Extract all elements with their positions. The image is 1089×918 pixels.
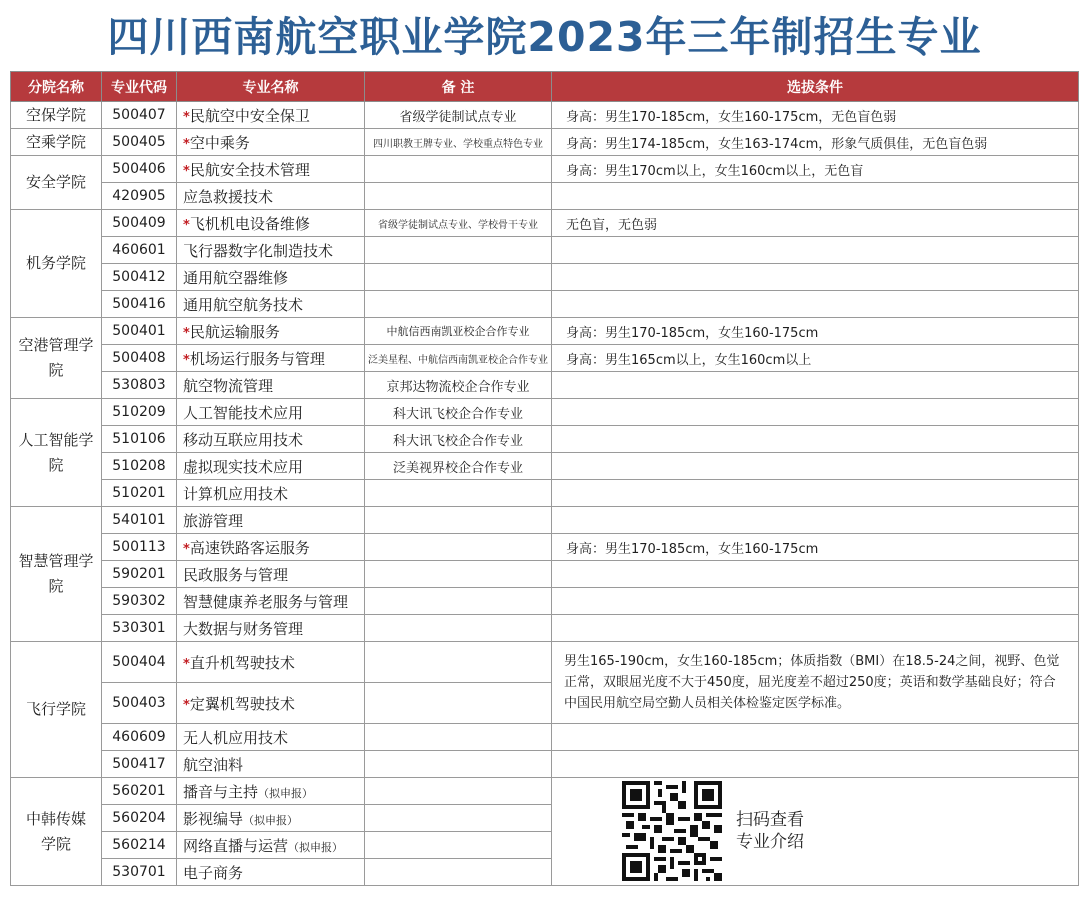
major-name: 飞行器数字化制造技术 bbox=[177, 237, 365, 264]
major-code: 500405 bbox=[102, 129, 177, 156]
table-row bbox=[11, 102, 1079, 129]
major-code: 560201 bbox=[102, 778, 177, 805]
major-name: *机场运行服务与管理 bbox=[177, 345, 365, 372]
major-table bbox=[10, 71, 1079, 886]
major-code: 510208 bbox=[102, 453, 177, 480]
major-code: 500401 bbox=[102, 318, 177, 345]
major-name: *飞机机电设备维修 bbox=[177, 210, 365, 237]
major-note bbox=[365, 832, 552, 859]
major-note bbox=[365, 751, 552, 778]
major-name: 影视编导（拟申报） bbox=[177, 805, 365, 832]
major-name: *民航空中安全保卫 bbox=[177, 102, 365, 129]
table-row bbox=[11, 507, 1079, 534]
major-condition bbox=[552, 588, 1079, 615]
major-condition bbox=[552, 291, 1079, 318]
qr-caption-line2: 专业介绍 bbox=[736, 832, 804, 852]
table-header bbox=[11, 72, 1079, 102]
table-row bbox=[11, 291, 1079, 318]
major-code: 500409 bbox=[102, 210, 177, 237]
major-code: 500406 bbox=[102, 156, 177, 183]
major-name: 网络直播与运营（拟申报） bbox=[177, 832, 365, 859]
major-code: 530803 bbox=[102, 372, 177, 399]
major-condition bbox=[552, 183, 1079, 210]
qr-caption bbox=[736, 809, 804, 853]
major-name: 人工智能技术应用 bbox=[177, 399, 365, 426]
table-row bbox=[11, 345, 1079, 372]
table-row bbox=[11, 642, 1079, 683]
major-note: 泛美视界校企合作专业 bbox=[365, 453, 552, 480]
major-note bbox=[365, 237, 552, 264]
major-name: 智慧健康养老服务与管理 bbox=[177, 588, 365, 615]
major-note bbox=[365, 291, 552, 318]
major-condition bbox=[552, 372, 1079, 399]
major-name: 虚拟现实技术应用 bbox=[177, 453, 365, 480]
table-row bbox=[11, 561, 1079, 588]
featured-star: * bbox=[183, 697, 190, 713]
major-name: *定翼机驾驶技术 bbox=[177, 683, 365, 724]
pending-tag: （拟申报） bbox=[258, 786, 314, 800]
major-condition bbox=[552, 237, 1079, 264]
featured-star: * bbox=[183, 109, 190, 125]
major-code: 530301 bbox=[102, 615, 177, 642]
major-note bbox=[365, 724, 552, 751]
major-code: 500404 bbox=[102, 642, 177, 683]
table-row bbox=[11, 453, 1079, 480]
major-condition: 身高：男生165cm以上，女生160cm以上 bbox=[552, 345, 1079, 372]
major-note bbox=[365, 480, 552, 507]
major-code: 540101 bbox=[102, 507, 177, 534]
college-cell: 安全学院 bbox=[11, 156, 102, 210]
major-note: 四川职教王牌专业、学校重点特色专业 bbox=[365, 129, 552, 156]
featured-star: * bbox=[183, 217, 190, 233]
major-condition: 身高：男生170-185cm，女生160-175cm bbox=[552, 534, 1079, 561]
college-cell: 智慧管理学院 bbox=[11, 507, 102, 642]
header-name: 专业名称 bbox=[177, 72, 365, 102]
major-name: 航空油料 bbox=[177, 751, 365, 778]
major-code: 590201 bbox=[102, 561, 177, 588]
major-note: 省级学徒制试点专业、学校骨干专业 bbox=[365, 210, 552, 237]
college-cell: 人工智能学院 bbox=[11, 399, 102, 507]
featured-star: * bbox=[183, 325, 190, 341]
major-condition: 身高：男生170-185cm，女生160-175cm，无色盲色弱 bbox=[552, 102, 1079, 129]
major-code: 560214 bbox=[102, 832, 177, 859]
table-row bbox=[11, 426, 1079, 453]
major-condition bbox=[552, 751, 1079, 778]
featured-star: * bbox=[183, 656, 190, 672]
qr-code-icon[interactable] bbox=[622, 781, 722, 881]
major-note bbox=[365, 859, 552, 886]
major-condition bbox=[552, 480, 1079, 507]
major-condition bbox=[552, 453, 1079, 480]
college-cell: 空乘学院 bbox=[11, 129, 102, 156]
table-row bbox=[11, 778, 1079, 805]
header-note: 备 注 bbox=[365, 72, 552, 102]
major-code: 500417 bbox=[102, 751, 177, 778]
major-condition: 身高：男生170cm以上，女生160cm以上，无色盲 bbox=[552, 156, 1079, 183]
major-note bbox=[365, 561, 552, 588]
table-row bbox=[11, 318, 1079, 345]
table-row bbox=[11, 480, 1079, 507]
major-name: 无人机应用技术 bbox=[177, 724, 365, 751]
major-code: 500408 bbox=[102, 345, 177, 372]
table-row bbox=[11, 615, 1079, 642]
major-note: 京邦达物流校企合作专业 bbox=[365, 372, 552, 399]
table-row bbox=[11, 183, 1079, 210]
major-name: 应急救援技术 bbox=[177, 183, 365, 210]
major-name: *民航安全技术管理 bbox=[177, 156, 365, 183]
major-note bbox=[365, 156, 552, 183]
major-code: 500403 bbox=[102, 683, 177, 724]
table-row bbox=[11, 156, 1079, 183]
major-name: 民政服务与管理 bbox=[177, 561, 365, 588]
header-condition: 选拔条件 bbox=[552, 72, 1079, 102]
major-name: 航空物流管理 bbox=[177, 372, 365, 399]
major-note bbox=[365, 778, 552, 805]
college-cell: 空港管理学院 bbox=[11, 318, 102, 399]
major-name: 大数据与财务管理 bbox=[177, 615, 365, 642]
major-name: 移动互联应用技术 bbox=[177, 426, 365, 453]
table-row bbox=[11, 372, 1079, 399]
major-name: 通用航空航务技术 bbox=[177, 291, 365, 318]
major-note bbox=[365, 588, 552, 615]
major-note bbox=[365, 507, 552, 534]
qr-block bbox=[622, 781, 804, 881]
qr-section bbox=[552, 778, 1079, 886]
major-note bbox=[365, 683, 552, 724]
page-title: 四川西南航空职业学院2023年三年制招生专业 bbox=[107, 12, 982, 61]
major-name: 播音与主持（拟申报） bbox=[177, 778, 365, 805]
major-name: 电子商务 bbox=[177, 859, 365, 886]
major-code: 460609 bbox=[102, 724, 177, 751]
table-row bbox=[11, 210, 1079, 237]
pilot-condition: 男生165-190cm，女生160-185cm；体质指数（BMI）在18.5-24之间，视野、色觉正常，双眼屈光度不大于450度，屈光度差不超过250度；英语和数学基础良好；符合中国民用航空局空勤人员相关体检鉴定医学标准。 bbox=[552, 642, 1079, 724]
pending-tag: （拟申报） bbox=[288, 840, 344, 854]
major-condition: 身高：男生174-185cm，女生163-174cm，形象气质俱佳，无色盲色弱 bbox=[552, 129, 1079, 156]
major-code: 460601 bbox=[102, 237, 177, 264]
major-code: 510209 bbox=[102, 399, 177, 426]
major-code: 500113 bbox=[102, 534, 177, 561]
featured-star: * bbox=[183, 541, 190, 557]
college-cell: 飞行学院 bbox=[11, 642, 102, 778]
major-code: 590302 bbox=[102, 588, 177, 615]
major-note: 中航信西南凯亚校企合作专业 bbox=[365, 318, 552, 345]
major-note bbox=[365, 642, 552, 683]
major-name: 通用航空器维修 bbox=[177, 264, 365, 291]
major-code: 420905 bbox=[102, 183, 177, 210]
header-code: 专业代码 bbox=[102, 72, 177, 102]
major-name: *空中乘务 bbox=[177, 129, 365, 156]
college-cell: 中韩传媒学院 bbox=[11, 778, 102, 886]
major-code: 530701 bbox=[102, 859, 177, 886]
major-name: 计算机应用技术 bbox=[177, 480, 365, 507]
qr-caption-line1: 扫码查看 bbox=[736, 810, 804, 830]
featured-star: * bbox=[183, 136, 190, 152]
major-condition bbox=[552, 264, 1079, 291]
major-condition bbox=[552, 561, 1079, 588]
major-note: 科大讯飞校企合作专业 bbox=[365, 399, 552, 426]
major-note bbox=[365, 805, 552, 832]
header-college: 分院名称 bbox=[11, 72, 102, 102]
major-name: *直升机驾驶技术 bbox=[177, 642, 365, 683]
major-note bbox=[365, 264, 552, 291]
major-code: 510201 bbox=[102, 480, 177, 507]
major-condition bbox=[552, 426, 1079, 453]
major-note bbox=[365, 534, 552, 561]
major-code: 510106 bbox=[102, 426, 177, 453]
college-cell: 机务学院 bbox=[11, 210, 102, 318]
table-row bbox=[11, 724, 1079, 751]
table-row bbox=[11, 129, 1079, 156]
major-note: 省级学徒制试点专业 bbox=[365, 102, 552, 129]
major-note: 科大讯飞校企合作专业 bbox=[365, 426, 552, 453]
major-code: 500416 bbox=[102, 291, 177, 318]
featured-star: * bbox=[183, 163, 190, 179]
major-note: 泛美星程、中航信西南凯亚校企合作专业 bbox=[365, 345, 552, 372]
major-note bbox=[365, 183, 552, 210]
table-row bbox=[11, 399, 1079, 426]
major-name: 旅游管理 bbox=[177, 507, 365, 534]
major-condition: 无色盲，无色弱 bbox=[552, 210, 1079, 237]
major-condition bbox=[552, 399, 1079, 426]
table-row bbox=[11, 588, 1079, 615]
major-code: 500407 bbox=[102, 102, 177, 129]
table-row bbox=[11, 534, 1079, 561]
major-name: *高速铁路客运服务 bbox=[177, 534, 365, 561]
major-code: 500412 bbox=[102, 264, 177, 291]
featured-star: * bbox=[183, 352, 190, 368]
major-condition bbox=[552, 724, 1079, 751]
major-code: 560204 bbox=[102, 805, 177, 832]
major-condition bbox=[552, 615, 1079, 642]
major-name: *民航运输服务 bbox=[177, 318, 365, 345]
college-cell: 空保学院 bbox=[11, 102, 102, 129]
table-row bbox=[11, 237, 1079, 264]
major-condition: 身高：男生170-185cm，女生160-175cm bbox=[552, 318, 1079, 345]
major-condition bbox=[552, 507, 1079, 534]
table-row bbox=[11, 751, 1079, 778]
major-note bbox=[365, 615, 552, 642]
pending-tag: （拟申报） bbox=[243, 813, 299, 827]
table-row bbox=[11, 264, 1079, 291]
